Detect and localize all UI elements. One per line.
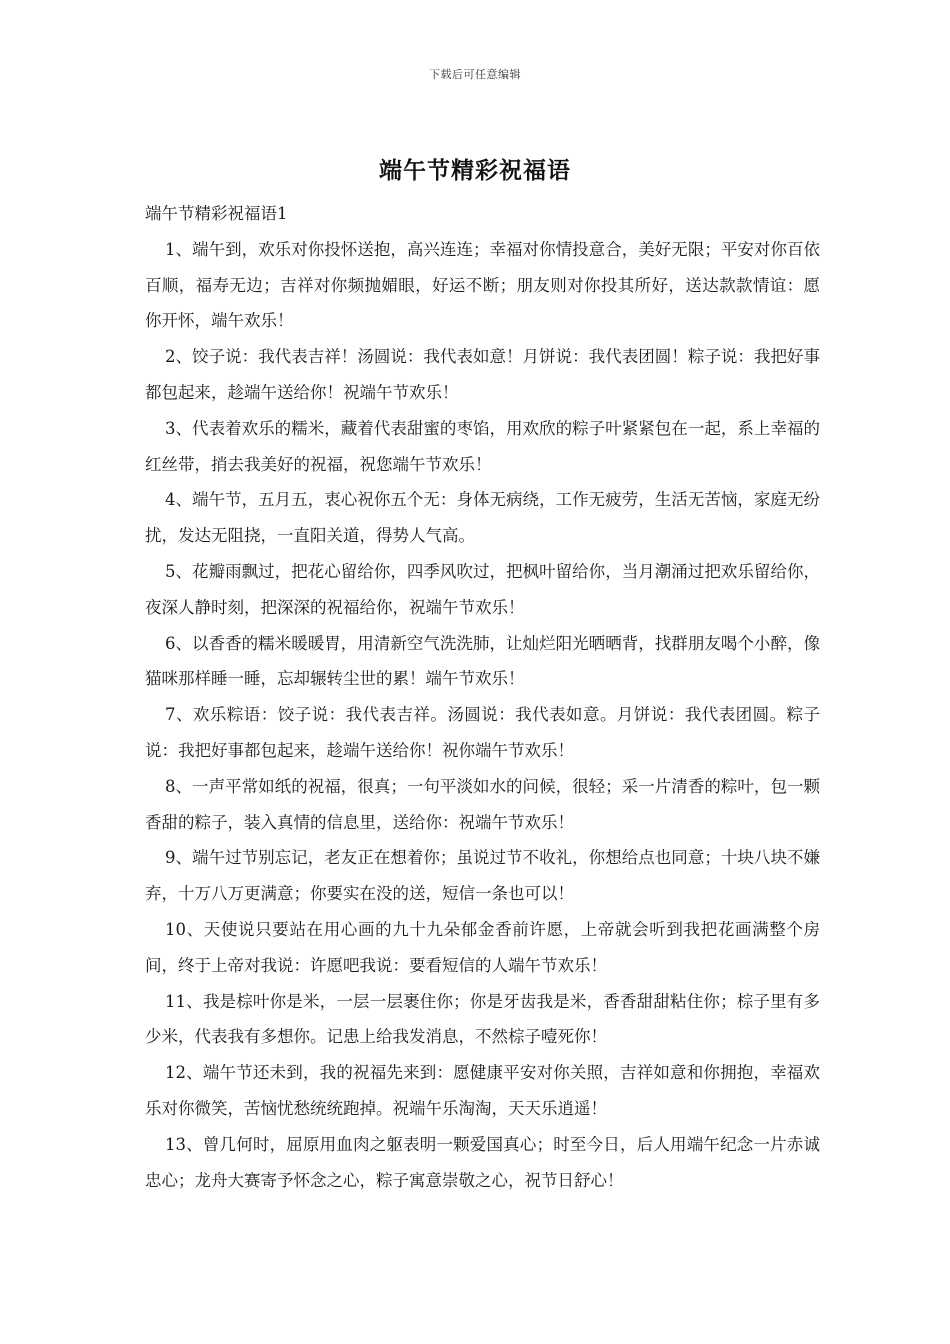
document-title: 端午节精彩祝福语 <box>379 157 571 184</box>
paragraph-6: 6、以香香的糯米暖暖胃，用清新空气洗洗肺，让灿烂阳光晒晒背，找群朋友喝个小醉，像猫咪那样睡一睡，忘却辗转尘世的累！端午节欢乐！ <box>145 633 820 689</box>
paragraph-2: 2、饺子说：我代表吉祥！汤圆说：我代表如意！月饼说：我代表团圆！粽子说：我把好事都包起来，趁端午送给你！祝端午节欢乐！ <box>145 347 820 402</box>
paragraph-12: 12、端午节还未到，我的祝福先来到：愿健康平安对你关照，吉祥如意和你拥抱，幸福欢乐对你微笑，苦恼忧愁统统跑掉。祝端午乐淘淘，天天乐逍遥！ <box>145 1063 820 1118</box>
section-subtitle: 端午节精彩祝福语1 <box>145 204 288 223</box>
paragraph-1: 1、端午到，欢乐对你投怀送抱，高兴连连；幸福对你情投意合，美好无限；平安对你百依百顺，福寿无边；吉祥对你频抛媚眼，好运不断；朋友则对你投其所好，送达款款情谊：愿你开怀，端午欢乐！ <box>145 239 820 331</box>
document-body <box>145 196 820 1198</box>
paragraph-9: 9、端午过节别忘记，老友正在想着你；虽说过节不收礼，你想给点也同意；十块八块不嫌弃，十万八万更满意；你要实在没的送，短信一条也可以！ <box>145 848 820 904</box>
paragraph-5: 5、花瓣雨飘过，把花心留给你，四季风吹过，把枫叶留给你，当月潮涌过把欢乐留给你，夜深人静时刻，把深深的祝福给你，祝端午节欢乐！ <box>145 561 820 617</box>
paragraph-11: 11、我是棕叶你是米，一层一层裹住你；你是牙齿我是米，香香甜甜粘住你；棕子里有多少米，代表我有多想你。记患上给我发消息，不然棕子噎死你！ <box>145 991 820 1047</box>
paragraph-3: 3、代表着欢乐的糯米，藏着代表甜蜜的枣馅，用欢欣的粽子叶紧紧包在一起，系上幸福的红丝带，捎去我美好的祝福，祝您端午节欢乐！ <box>145 418 820 474</box>
paragraph-8: 8、一声平常如纸的祝福，很真；一句平淡如水的问候，很轻；采一片清香的粽叶，包一颗香甜的粽子，装入真情的信息里，送给你：祝端午节欢乐！ <box>145 776 820 832</box>
paragraph-13: 13、曾几何时，屈原用血肉之躯表明一颗爱国真心；时至今日，后人用端午纪念一片赤诚忠心；龙舟大赛寄予怀念之心，粽子寓意崇敬之心，祝节日舒心！ <box>145 1134 820 1190</box>
paragraph-10: 10、天使说只要站在用心画的九十九朵郁金香前许愿，上帝就会听到我把花画满整个房间，终于上帝对我说：许愿吧我说：要看短信的人端午节欢乐！ <box>145 919 820 975</box>
paragraph-7: 7、欢乐粽语：饺子说：我代表吉祥。汤圆说：我代表如意。月饼说：我代表团圆。粽子说：我把好事都包起来，趁端午送给你！祝你端午节欢乐！ <box>145 705 820 760</box>
header-note: 下载后可任意编辑 <box>429 68 521 81</box>
paragraph-4: 4、端午节，五月五，衷心祝你五个无：身体无病绕，工作无疲劳，生活无苦恼，家庭无纷扰，发达无阻挠，一直阳关道，得势人气高。 <box>145 490 820 546</box>
